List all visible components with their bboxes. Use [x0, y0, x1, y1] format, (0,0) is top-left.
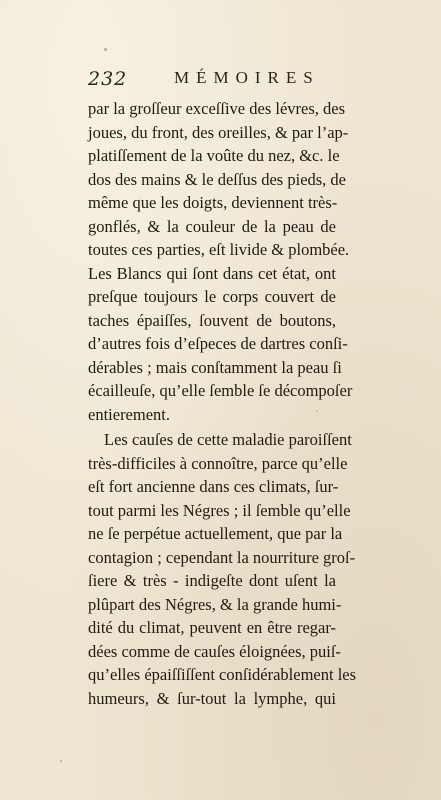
text-line: plûpart des Négres, & la grande humi- [88, 594, 342, 614]
text-line: humeurs, & ſur-tout la lymphe, qui [88, 688, 336, 708]
text-line: dées comme de cauſes éloignées, puiſ- [88, 641, 341, 661]
text-line: taches épaiſſes, ſouvent de boutons, [88, 310, 336, 330]
paper-speck [60, 760, 62, 762]
text-line: contagion ; cependant la nourriture groſ- [88, 547, 356, 567]
text-line: ne ſe perpétue actuellement, que par la [88, 524, 343, 543]
text-line: joues, du front, des oreilles, & par l’ap- [88, 122, 349, 142]
text-line: ſiere & très - indigeſte dont uſent la [88, 571, 336, 590]
paper-speck [316, 410, 318, 412]
page-number: 232 [88, 68, 128, 90]
paper-speck [104, 48, 107, 51]
text-line: d’autres fois d’eſpeces de dartres conſi- [88, 334, 348, 353]
text-line: dérables ; mais conſtamment la peau ſi [88, 357, 342, 377]
text-line: par la groſſeur exceſſive des lévres, des [88, 99, 346, 118]
body-text [88, 97, 357, 710]
text-line: même que les doigts, deviennent très- [88, 193, 338, 212]
text-line: dité du climat, peuvent en être regar- [88, 618, 336, 637]
text-line: gonflés, & la couleur de la peau de [88, 216, 336, 236]
text-line: écailleuſe, qu’elle ſemble ſe décompoſer [88, 381, 353, 400]
text-line: très-difficiles à connoître, parce qu’elle [88, 453, 348, 473]
text-line: Les cauſes de cette maladie paroiſſent [104, 430, 352, 449]
text-line: toutes ces parties, eſt livide & plombée. [88, 240, 350, 259]
text-line: Les Blancs qui ſont dans cet état, ont [88, 263, 336, 283]
running-head [88, 64, 378, 94]
text-line: dos des mains & le deſſus des pieds, de [88, 169, 347, 189]
paragraph-1 [88, 97, 353, 426]
text-line: entierement. [88, 404, 171, 424]
text-line: platiſſement de la voûte du nez, &c. le [88, 146, 340, 165]
paragraph-2 [88, 428, 357, 710]
text-line: eſt fort ancienne dans ces climats, ſur- [88, 477, 339, 496]
text-line: qu’elles épaiſſiſſent conſidérablement les [88, 665, 357, 684]
running-title: MÉMOIRES [174, 68, 320, 87]
text-line: tout parmi les Négres ; il ſemble qu’elle [88, 500, 351, 520]
text-line: preſque toujours le corps couvert de [88, 287, 336, 306]
